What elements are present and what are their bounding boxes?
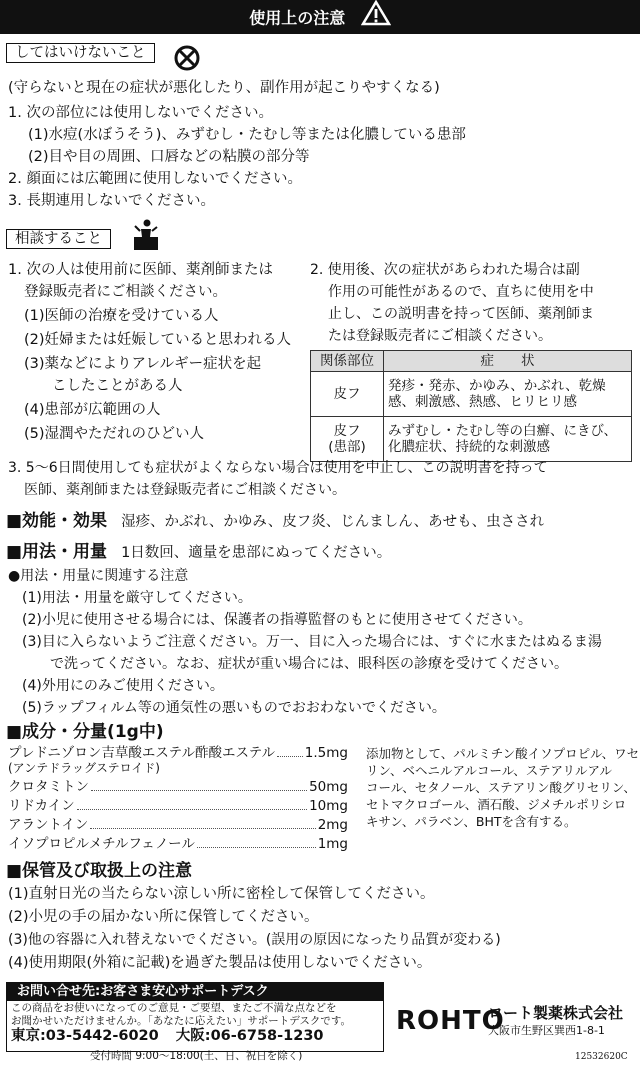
ingredient-name: プレドニゾロン吉草酸エステル酢酸エステル	[8, 745, 276, 761]
contact-text: お聞かせいただけませんか。「あなたに応えたい」サポートデスクです。	[11, 1015, 351, 1028]
ingredient-row	[8, 817, 348, 833]
table-header-row	[311, 351, 632, 372]
table-cell-part	[311, 372, 384, 417]
pharmacist-icon	[132, 217, 160, 256]
symptom-table	[310, 350, 632, 462]
steroid-note: (アンテドラッグステロイド)	[8, 761, 160, 776]
usage-note: (3)目に入らないようご注意ください。万一、目に入った場合には、すぐに水またはぬるま湯	[22, 634, 602, 650]
consult-section-label-wrap	[6, 231, 111, 248]
ingredient-row	[8, 798, 348, 814]
additives-line: リン、ベヘニルアルコール、ステアリルアル	[366, 763, 613, 778]
effects-label: ■効能・効果	[6, 511, 108, 531]
leader-dots	[91, 779, 307, 791]
table-cell-symptom	[384, 372, 632, 417]
ingredient-name: リドカイン	[8, 797, 75, 814]
consult-left-line: (2)妊婦または妊娠していると思われる人	[24, 332, 292, 348]
dont-item: 1. 次の部位には使用しないでください。	[8, 105, 273, 121]
consult-right-line: 2. 使用後、次の症状があらわれた場合は副	[310, 262, 580, 278]
ingredient-row	[8, 745, 348, 761]
usage-text: 1日数回、適量を患部にぬってください。	[121, 545, 392, 561]
symptom-text: 発疹・発赤、かゆみ、かぶれ、乾燥	[388, 378, 606, 394]
storage-item: (4)使用期限(外箱に記載)を過ぎた製品は使用しないでください。	[8, 955, 432, 971]
leader-dots	[90, 817, 315, 829]
usage-section	[6, 542, 391, 562]
consult-right-line: たは登録販売者にご相談ください。	[328, 328, 552, 344]
consult-right-line: 作用の可能性があるので、直ちに使用を中	[328, 284, 594, 300]
dont-section-label-wrap	[6, 45, 155, 62]
consult-left-line: (3)薬などによりアレルギー症状を起	[24, 356, 262, 372]
dont-item: 3. 長期連用しないでください。	[8, 193, 215, 209]
table-cell-symptom	[384, 417, 632, 462]
contact-box	[6, 982, 384, 1052]
leader-dots	[77, 798, 307, 810]
usage-notes-label: ●用法・用量に関連する注意	[8, 568, 189, 584]
additives-block	[366, 745, 639, 830]
table-cell-part	[311, 417, 384, 462]
prohibited-icon	[172, 43, 202, 78]
ingredient-name: クロタミトン	[8, 778, 89, 795]
ingredients-label: ■成分・分量(1g中)	[6, 722, 164, 742]
ingredient-row	[8, 836, 348, 852]
page-title: 使用上の注意	[249, 8, 346, 28]
ingredient-list	[8, 745, 348, 852]
usage-note: (5)ラップフィルム等の通気性の悪いものでおおわないでください。	[22, 700, 446, 716]
symptom-text: みずむし・たむし等の白癬、にきび、	[388, 423, 617, 439]
ingredient-qty: 50mg	[309, 778, 348, 795]
contact-text: この商品をお使いになってのご意見・ご要望、またご不満な点などを	[11, 1001, 337, 1014]
part-sublabel: (患部)	[328, 439, 366, 456]
symptom-text: 化膿症状、持続的な刺激感	[388, 439, 550, 456]
company-logo: ROHTO	[396, 1006, 505, 1036]
usage-note: (2)小児に使用させる場合には、保護者の指導監督のもとに使用させてください。	[22, 612, 532, 628]
ingredient-row	[8, 779, 348, 795]
additives-line: キサン、パラベン、BHTを含有する。	[366, 814, 577, 829]
usage-label: ■用法・用量	[6, 542, 108, 562]
additives-line: セトマクロゴール、酒石酸、ジメチルポリシロ	[366, 797, 627, 812]
ingredient-name: アラントイン	[8, 816, 89, 833]
warning-icon	[361, 0, 391, 38]
consult-left-line: (5)湿潤やただれのひどい人	[24, 426, 205, 442]
dont-intro: (守らないと現在の症状が悪化したり、副作用が起こりやすくなる)	[8, 80, 440, 96]
effects-section	[6, 511, 544, 531]
part-label: 皮フ	[333, 423, 361, 439]
table-header: 症 状	[384, 351, 632, 372]
dont-item: (2)目や目の周囲、口唇などの粘膜の部分等	[28, 149, 310, 165]
usage-note: で洗ってください。なお、症状が重い場合には、眼科医の診療を受けてください。	[50, 656, 568, 672]
table-row	[311, 372, 632, 417]
consult-left-line: こしたことがある人	[52, 378, 183, 394]
part-label: 皮フ	[333, 386, 361, 403]
ingredient-qty: 1.5mg	[304, 745, 348, 761]
consult-right-line: 止し、この説明書を持って医師、薬剤師ま	[328, 306, 594, 322]
dont-item: 2. 顔面には広範囲に使用しないでください。	[8, 171, 302, 187]
usage-note: (1)用法・用量を厳守してください。	[22, 590, 252, 606]
storage-label: ■保管及び取扱上の注意	[6, 861, 193, 881]
additives-line: 添加物として、パルミチン酸イソプロピル、ワセ	[366, 746, 640, 761]
storage-item: (3)他の容器に入れ替えないでください。(誤用の原因になったり品質が変わる)	[8, 932, 501, 948]
tokyo-phone: 東京:03-5442-6020	[11, 1027, 159, 1044]
consult-left-line: 登録販売者にご相談ください。	[24, 284, 227, 300]
table-row	[311, 417, 632, 462]
consult-item3-line: 医師、薬剤師または登録販売者にご相談ください。	[24, 482, 346, 498]
dont-item: (1)水痘(水ぼうそう)、みずむし・たむし等または化膿している患部	[28, 127, 466, 143]
consult-item3-line: 3. 5〜6日間使用しても症状がよくならない場合は使用を中止し、この説明書を持って	[8, 460, 548, 476]
storage-item: (1)直射日光の当たらない涼しい所に密栓して保管してください。	[8, 886, 435, 902]
usage-note: (4)外用にのみご使用ください。	[22, 678, 224, 694]
page-header	[0, 0, 640, 34]
consult-section-label: 相談すること	[6, 229, 111, 249]
symptom-text: 感、刺激感、熱感、ヒリヒリ感	[388, 394, 577, 411]
effects-text: 湿疹、かぶれ、かゆみ、皮フ炎、じんましん、あせも、虫さされ	[121, 514, 545, 530]
product-code: 12532620C	[575, 1052, 628, 1062]
osaka-phone: 大阪:06-6758-1230	[175, 1027, 324, 1044]
consult-left-line: 1. 次の人は使用前に医師、薬剤師または	[8, 262, 273, 278]
dont-section-label: してはいけないこと	[6, 43, 155, 63]
ingredient-qty: 2mg	[317, 816, 348, 833]
company-name: ロート製薬株式会社	[488, 1004, 624, 1022]
leader-dots	[197, 836, 316, 848]
ingredient-qty: 10mg	[309, 797, 348, 814]
contact-bar: お問い合せ先:お客さま安心サポートデスク	[7, 983, 383, 1001]
ingredient-qty: 1mg	[317, 836, 348, 853]
ingredient-name: イソプロピルメチルフェノール	[8, 836, 195, 853]
company-address: 大阪市生野区巽西1-8-1	[488, 1024, 605, 1037]
table-header: 関係部位	[311, 351, 384, 372]
additives-line: コール、セタノール、ステアリン酸グリセリン、	[366, 780, 636, 795]
reception-hours: 受付時間 9:00〜18:00(土、日、祝日を除く)	[90, 1050, 303, 1062]
storage-item: (2)小児の手の届かない所に保管してください。	[8, 909, 319, 925]
leader-dots	[277, 745, 303, 757]
consult-left-line: (1)医師の治療を受けている人	[24, 308, 219, 324]
consult-left-line: (4)患部が広範囲の人	[24, 402, 161, 418]
